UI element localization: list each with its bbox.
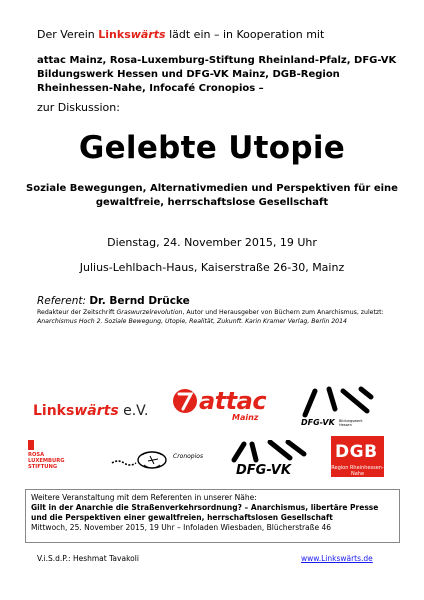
dgb-logo — [331, 436, 384, 477]
bio-part-1: Redakteur der Zeitschrift — [37, 309, 117, 316]
zur-diskussion: zur Diskussion: — [37, 101, 120, 114]
intro-prefix: Der Verein — [37, 28, 99, 41]
further-event-title: Gilt in der Anarchie die Straßenverkehrsordnung? – Anarchismus, libertäre Presse und die Perspektiven einer gewaltfreien, herrschaftslosen Gesellschaft — [31, 503, 379, 522]
referent-label: Referent: — [37, 295, 86, 307]
broken-rifle-icon — [299, 385, 379, 419]
dfgvk-large-text: DFG-VK — [236, 463, 291, 478]
website-link[interactable]: www.Linkswärts.de — [301, 554, 373, 563]
visdp-line: V.i.S.d.P.: Heshmat Tavakoli — [37, 554, 139, 563]
intro-suffix: lädt ein – in Kooperation mit — [165, 28, 325, 41]
linkswaerts-logo — [33, 403, 148, 419]
rls-line-2: LUXEMBURG — [28, 458, 65, 464]
dfgvk-bildungswerk-logo — [299, 385, 379, 431]
cronopios-text: Cronopios — [173, 453, 204, 460]
intro-line — [37, 28, 324, 41]
bio-part-3: , Autor und Herausgeber von Büchern zum Anarchismus, zuletzt: — [182, 309, 384, 316]
further-event-box — [25, 489, 400, 543]
linkswaerts-logo-ev: e.V. — [118, 403, 149, 419]
event-subtitle: Soziale Bewegungen, Alternativmedien und Perspektiven für eine gewaltfreie, herrschaftslose Gesellschaft — [26, 183, 398, 208]
bio-part-2: Graswurzelrevolution — [116, 309, 183, 316]
referent-name: Dr. Bernd Drücke — [89, 295, 190, 307]
rls-line-1: ROSA — [28, 452, 45, 458]
attac-logo — [172, 387, 267, 427]
further-event-details: Mittwoch, 25. November 2015, 19 Uhr – Infoladen Wiesbaden, Blücherstraße 46 — [31, 523, 331, 532]
event-title: Gelebte Utopie — [78, 130, 346, 166]
attac-logo-text: attac — [199, 387, 267, 415]
further-event-intro: Weitere Veranstaltung mit dem Referenten in unserer Nähe: — [31, 493, 257, 502]
dgb-region-text: Region Rheinhessen-Nahe — [331, 465, 384, 477]
dgb-logo-text: DGB — [335, 442, 378, 462]
referent-line — [37, 295, 190, 307]
attac-emblem-icon — [172, 387, 198, 415]
bio-part-4: Anarchismus Hoch 2. Soziale Bewegung, Utopie, Realität, Zukunft. Karin Kramer Verlag, Berlin 2014 — [37, 318, 347, 325]
cronopios-logo — [110, 447, 206, 473]
event-date: Dienstag, 24. November 2015, 19 Uhr — [107, 236, 317, 249]
rls-line-3: STIFTUNG — [28, 464, 58, 470]
referent-bio — [37, 308, 387, 326]
linkswaerts-logo-a: Links — [33, 403, 75, 419]
partners-list: attac Mainz, Rosa-Luxemburg-Stiftung Rheinland-Pfalz, DFG-VK Bildungswerk Hessen und DFG-VK Mainz, DGB-Region Rheinhessen-Nahe, Infocafé Cronopios – — [37, 55, 397, 94]
rls-bar-icon — [28, 440, 34, 450]
dfgvk-small-subtext: Bildungswerk Hessen — [339, 419, 363, 427]
linkswaerts-logo-b: wärts — [74, 403, 119, 419]
attac-logo-city: Mainz — [232, 413, 259, 422]
event-place: Julius-Lehlbach-Haus, Kaiserstraße 26-30, Mainz — [79, 261, 345, 274]
rosa-luxemburg-logo — [28, 440, 64, 470]
intro-brand-b: wärts — [130, 28, 166, 41]
cronopios-drawing-icon — [110, 447, 172, 473]
dfgvk-logo — [230, 440, 310, 480]
intro-brand-a: Links — [98, 28, 131, 41]
dfgvk-small-text: DFG-VK — [301, 418, 335, 427]
broken-rifle-large-icon — [230, 440, 310, 464]
